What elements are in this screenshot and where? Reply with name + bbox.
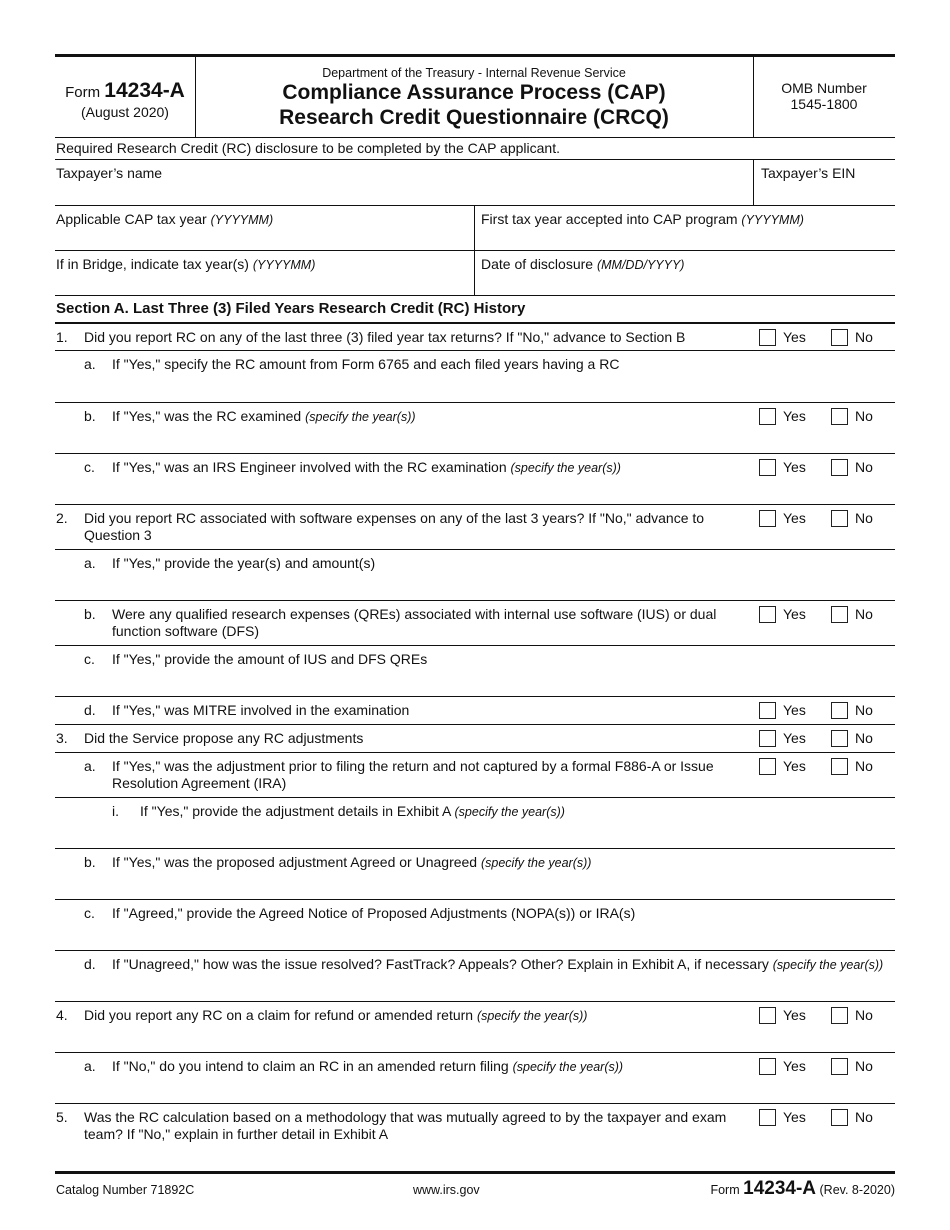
- first-tax-year-format: (YYYYMM): [741, 213, 804, 227]
- question-2c[interactable]: [55, 646, 895, 697]
- yes-no-group: [759, 730, 895, 748]
- yes-no-group: [759, 1058, 895, 1076]
- no-checkbox[interactable]: [831, 1109, 848, 1126]
- no-checkbox[interactable]: [831, 1007, 848, 1024]
- no-label: No: [855, 1058, 873, 1074]
- no-label: No: [855, 329, 873, 345]
- cap-tax-year-field[interactable]: [55, 206, 475, 250]
- no-checkbox[interactable]: [831, 606, 848, 623]
- taxpayer-name-label: Taxpayer’s name: [56, 165, 163, 181]
- question-text: Was the RC calculation based on a methodology that was mutually agreed to by the taxpayer and exam team? If "No," explain in further detail in Exhibit A: [84, 1109, 727, 1142]
- no-checkbox[interactable]: [831, 702, 848, 719]
- yes-checkbox[interactable]: [759, 510, 776, 527]
- footer-form-word: Form: [710, 1183, 740, 1197]
- catalog-number: Catalog Number 71892C: [56, 1183, 195, 1197]
- question-1c: [55, 454, 895, 505]
- yes-label: Yes: [783, 459, 806, 475]
- yes-label: Yes: [783, 1109, 806, 1125]
- yes-checkbox[interactable]: [759, 1109, 776, 1126]
- intro-row: [55, 138, 895, 160]
- question-letter: a.: [84, 758, 96, 774]
- no-label: No: [855, 758, 873, 774]
- no-checkbox[interactable]: [831, 408, 848, 425]
- question-text: If "Yes," was MITRE involved in the examination: [112, 702, 410, 718]
- footer-form-number: 14234-A: [743, 1178, 817, 1199]
- yes-label: Yes: [783, 408, 806, 424]
- specify-years: (specify the year(s)): [454, 805, 565, 819]
- yes-checkbox[interactable]: [759, 1007, 776, 1024]
- yes-checkbox[interactable]: [759, 459, 776, 476]
- section-a-title: Section A. Last Three (3) Filed Years Research Credit (RC) History: [55, 296, 895, 324]
- question-letter: c.: [84, 459, 95, 475]
- yes-no-group: [759, 1007, 895, 1025]
- question-text: If "Yes," was the proposed adjustment Agreed or Unagreed: [112, 854, 478, 870]
- question-4a: [55, 1053, 895, 1104]
- question-number: 4.: [56, 1007, 68, 1023]
- question-1a[interactable]: [55, 351, 895, 403]
- footer-form-id: [710, 1178, 895, 1200]
- form-number: 14234-A: [104, 79, 185, 102]
- website-link[interactable]: www.irs.gov: [413, 1183, 480, 1197]
- cap-year-row: [55, 206, 895, 251]
- question-1b: [55, 403, 895, 454]
- no-label: No: [855, 702, 873, 718]
- question-3a-i[interactable]: [55, 798, 895, 849]
- question-letter: a.: [84, 555, 96, 571]
- question-2: [55, 505, 895, 550]
- disclosure-date-format: (MM/DD/YYYY): [596, 258, 685, 272]
- intro-text: Required Research Credit (RC) disclosure to be completed by the CAP applicant.: [56, 140, 560, 156]
- specify-years: (specify the year(s)): [305, 410, 416, 424]
- yes-label: Yes: [783, 606, 806, 622]
- yes-label: Yes: [783, 730, 806, 746]
- yes-no-group: [759, 459, 895, 477]
- question-letter: a.: [84, 1058, 96, 1074]
- first-tax-year-field[interactable]: [480, 206, 895, 250]
- yes-label: Yes: [783, 510, 806, 526]
- bridge-year-format: (YYYYMM): [252, 258, 316, 272]
- yes-label: Yes: [783, 1007, 806, 1023]
- omb-number: 1545-1800: [790, 96, 858, 112]
- bridge-year-field[interactable]: [55, 251, 475, 295]
- question-letter: a.: [84, 356, 96, 372]
- form-id-box: [55, 57, 196, 137]
- yes-label: Yes: [783, 758, 806, 774]
- taxpayer-row: [55, 160, 895, 206]
- question-text: If "No," do you intend to claim an RC in an amended return filing: [112, 1058, 509, 1074]
- question-text: If "Yes," was the RC examined: [112, 408, 302, 424]
- no-label: No: [855, 510, 873, 526]
- question-3d[interactable]: [55, 951, 895, 1002]
- question-number: 2.: [56, 510, 68, 526]
- question-3b[interactable]: [55, 849, 895, 900]
- question-2a[interactable]: [55, 550, 895, 601]
- question-text: If "Yes," provide the amount of IUS and DFS QREs: [112, 651, 428, 667]
- form-word: Form: [65, 84, 101, 101]
- yes-no-group: [759, 1109, 895, 1127]
- yes-checkbox[interactable]: [759, 702, 776, 719]
- question-letter: b.: [84, 854, 96, 870]
- specify-years: (specify the year(s)): [772, 958, 884, 972]
- question-text: Did you report RC associated with software expenses on any of the last 3 years? If "No," advance to Question 3: [84, 510, 705, 543]
- question-text: If "Agreed," provide the Agreed Notice of Proposed Adjustments (NOPA(s)) or IRA(s): [112, 905, 636, 921]
- question-text: If "Yes," specify the RC amount from Form 6765 and each filed years having a RC: [112, 356, 620, 372]
- form-footer: [55, 1171, 895, 1199]
- question-text: If "Yes," provide the adjustment details in Exhibit A: [140, 803, 451, 819]
- no-checkbox[interactable]: [831, 758, 848, 775]
- title-line-1: Compliance Assurance Process (CAP): [282, 81, 666, 104]
- yes-no-group: [759, 606, 895, 624]
- question-text: If "Yes," was an IRS Engineer involved with the RC examination: [112, 459, 507, 475]
- no-checkbox[interactable]: [831, 730, 848, 747]
- no-label: No: [855, 730, 873, 746]
- yes-label: Yes: [783, 1058, 806, 1074]
- yes-no-group: [759, 510, 895, 528]
- question-number: 1.: [56, 329, 68, 345]
- question-1: [55, 324, 895, 351]
- no-label: No: [855, 1109, 873, 1125]
- title-line-2: Research Credit Questionnaire (CRCQ): [279, 106, 669, 129]
- question-text: If "Yes," provide the year(s) and amount(s): [112, 555, 376, 571]
- yes-checkbox[interactable]: [759, 730, 776, 747]
- yes-no-group: [759, 329, 895, 347]
- specify-years: (specify the year(s)): [476, 1009, 588, 1023]
- question-text: Did you report RC on any of the last three (3) filed year tax returns? If "No," advance to Section B: [84, 329, 686, 345]
- yes-checkbox[interactable]: [759, 606, 776, 623]
- footer-revision: (Rev. 8-2020): [819, 1183, 895, 1197]
- question-letter: d.: [84, 702, 96, 718]
- question-text: If "Yes," was the adjustment prior to filing the return and not captured by a formal F886-A or Issue Resolution Agreement (IRA): [112, 758, 714, 791]
- no-checkbox[interactable]: [831, 1058, 848, 1075]
- yes-no-group: [759, 408, 895, 426]
- bridge-year-label: If in Bridge, indicate tax year(s): [56, 256, 249, 272]
- yes-checkbox[interactable]: [759, 329, 776, 346]
- disclosure-date-field[interactable]: [480, 251, 895, 295]
- no-checkbox[interactable]: [831, 329, 848, 346]
- question-2d: [55, 697, 895, 725]
- question-letter: d.: [84, 956, 96, 972]
- first-tax-year-label: First tax year accepted into CAP program: [481, 211, 738, 227]
- question-3c[interactable]: [55, 900, 895, 951]
- question-letter: b.: [84, 408, 96, 424]
- no-label: No: [855, 606, 873, 622]
- form-page: [55, 54, 895, 1174]
- yes-checkbox[interactable]: [759, 758, 776, 775]
- yes-checkbox[interactable]: [759, 1058, 776, 1075]
- omb-label: OMB Number: [781, 80, 867, 96]
- department: Department of the Treasury - Internal Revenue Service: [322, 66, 626, 80]
- taxpayer-name-field[interactable]: [55, 160, 754, 205]
- question-roman: i.: [112, 803, 119, 819]
- no-label: No: [855, 408, 873, 424]
- question-number: 3.: [56, 730, 68, 746]
- disclosure-date-label: Date of disclosure: [481, 256, 594, 272]
- cap-tax-year-format: (YYYYMM): [210, 213, 274, 227]
- question-text: If "Unagreed," how was the issue resolved? FastTrack? Appeals? Other? Explain in Exhibit A, if necessary: [112, 956, 769, 972]
- no-label: No: [855, 459, 873, 475]
- specify-years: (specify the year(s)): [480, 856, 592, 870]
- question-3: [55, 725, 895, 753]
- question-letter: b.: [84, 606, 96, 622]
- yes-no-group: [759, 758, 895, 776]
- yes-checkbox[interactable]: [759, 408, 776, 425]
- question-4: [55, 1002, 895, 1053]
- question-number: 5.: [56, 1109, 68, 1125]
- taxpayer-ein-label: Taxpayer’s EIN: [761, 165, 856, 181]
- question-text: Were any qualified research expenses (QREs) associated with internal use software (IUS) or dual function software (DFS): [112, 606, 717, 639]
- title-box: [195, 57, 754, 137]
- specify-years: (specify the year(s)): [512, 1060, 624, 1074]
- no-label: No: [855, 1007, 873, 1023]
- question-2b: [55, 601, 895, 646]
- omb-box: [753, 57, 895, 137]
- specify-years: (specify the year(s)): [510, 461, 621, 475]
- taxpayer-ein-field[interactable]: [760, 160, 895, 205]
- form-date: (August 2020): [81, 104, 169, 120]
- question-letter: c.: [84, 905, 95, 921]
- question-text: Did you report any RC on a claim for refund or amended return: [84, 1007, 474, 1023]
- no-checkbox[interactable]: [831, 459, 848, 476]
- no-checkbox[interactable]: [831, 510, 848, 527]
- cap-tax-year-label: Applicable CAP tax year: [56, 211, 207, 227]
- question-text: Did the Service propose any RC adjustments: [84, 730, 364, 746]
- yes-no-group: [759, 702, 895, 720]
- question-3a: [55, 753, 895, 798]
- form-header: [55, 54, 895, 138]
- yes-label: Yes: [783, 702, 806, 718]
- yes-label: Yes: [783, 329, 806, 345]
- bridge-row: [55, 251, 895, 296]
- question-letter: c.: [84, 651, 95, 667]
- question-5: [55, 1104, 895, 1174]
